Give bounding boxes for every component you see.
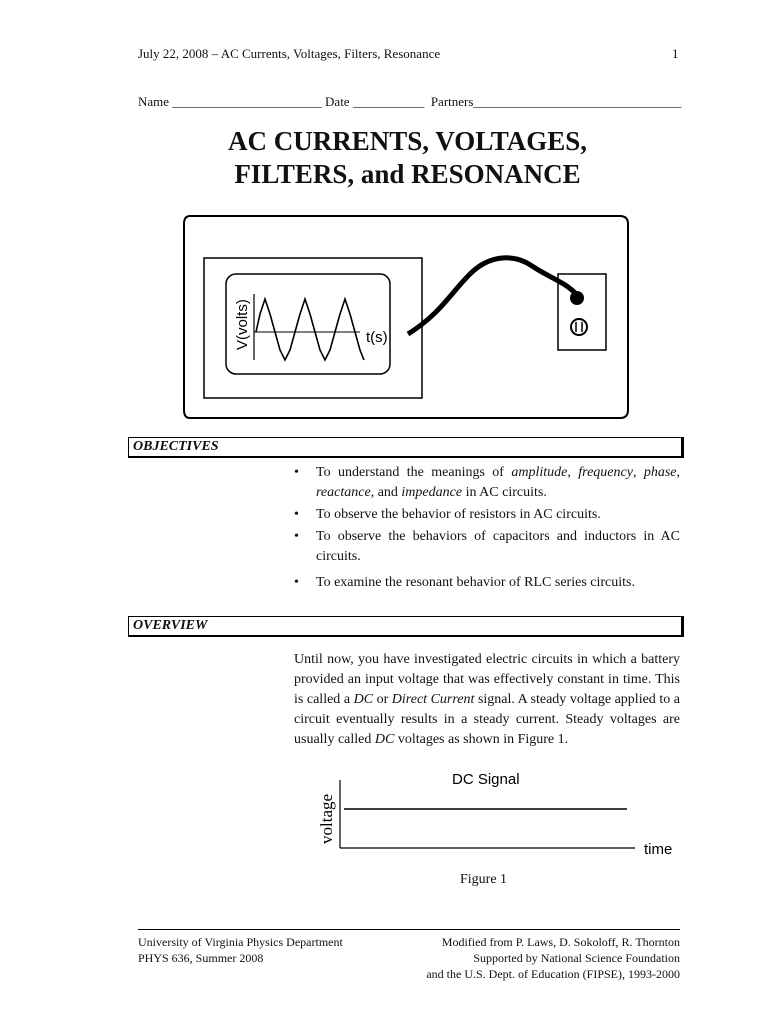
objective-item: • To understand the meanings of amplitude, frequency, phase, reactance, and impedance in AC circuits. <box>294 463 680 503</box>
name-date-partners-line: Name _______________________ Date ___________ Partners________________________________ <box>138 94 682 109</box>
x-axis-label: t(s) <box>366 329 388 346</box>
objective-item: • To observe the behaviors of capacitors and inductors in AC circuits. <box>294 527 680 567</box>
oscilloscope-illustration <box>180 214 636 420</box>
figure-ylabel: voltage <box>317 793 336 844</box>
footer-rule <box>138 929 680 930</box>
page-number: 1 <box>672 46 679 61</box>
power-cable <box>408 258 576 334</box>
running-header: July 22, 2008 – AC Currents, Voltages, Filters, Resonance <box>138 46 441 61</box>
title-line-2: FILTERS, and RESONANCE <box>234 159 581 189</box>
figure-1-dc-signal <box>300 768 700 868</box>
figure-caption: Figure 1 <box>460 872 508 887</box>
overview-heading-bar <box>128 616 684 637</box>
plug <box>570 291 584 305</box>
objective-item: • To examine the resonant behavior of RLC series circuits. <box>294 573 680 593</box>
objectives-heading-bar <box>128 437 684 458</box>
document-title <box>0 125 770 191</box>
title-line-1: AC CURRENTS, VOLTAGES, <box>227 126 588 156</box>
outlet-socket-icon <box>571 319 587 335</box>
sine-wave <box>256 299 364 360</box>
figure-xlabel: time <box>644 841 673 858</box>
footer-left: University of Virginia Physics Department PHYS 636, Summer 2008 <box>138 935 343 965</box>
overview-heading: OVERVIEW <box>133 618 208 633</box>
objectives-list <box>294 463 680 595</box>
overview-paragraph: Until now, you have investigated electric circuits in which a battery provided an input voltage that was effectively constant in time. This is called a DC or Direct Current signal. A steady voltage applied to a circuit eventually results in a steady current. Steady voltages are usually called DC voltages as shown in Figure 1. <box>294 652 680 747</box>
footer-right: Modified from P. Laws, D. Sokoloff, R. Thornton Supported by National Science Foundation and the U.S. Dept. of Education (FIPSE), 1993-2000 <box>426 935 680 981</box>
y-axis-label: V(volts) <box>234 299 251 350</box>
objectives-heading: OBJECTIVES <box>133 439 219 454</box>
figure-title: DC Signal <box>452 771 520 788</box>
objective-item: • To observe the behavior of resistors in AC circuits. <box>294 505 680 525</box>
